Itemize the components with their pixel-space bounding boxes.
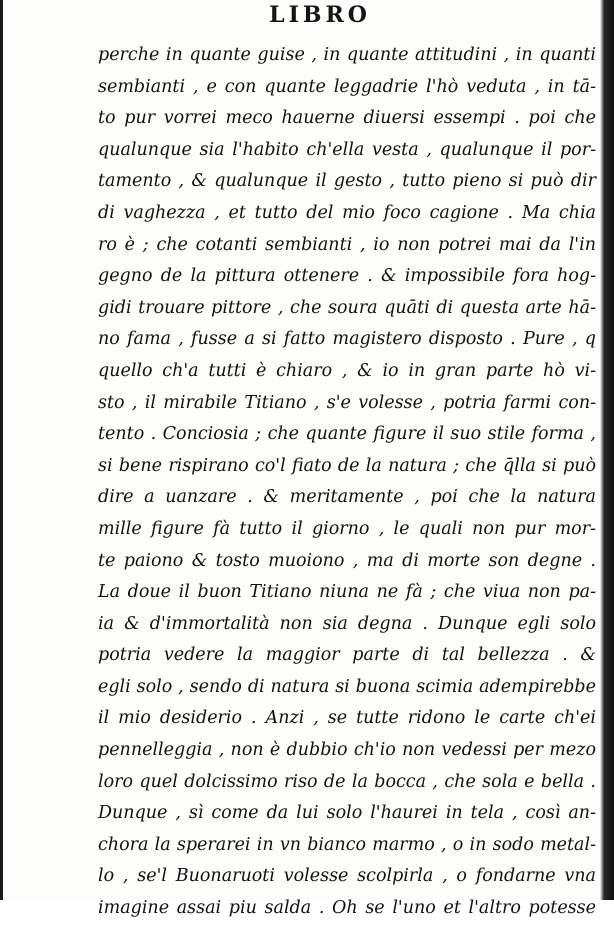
text-line: gegno de la pittura ottenere . & impossibile fora hog-	[98, 266, 596, 287]
text-line: ia & d'immortalità non sia degna . Dunque egli solo	[98, 613, 596, 634]
text-line: ro è ; che cotanti sembianti , io non potrei mai da l'in	[98, 234, 596, 255]
text-line: dire a uanzare . & meritamente , poi che la natura	[98, 487, 596, 508]
body-text	[98, 40, 596, 925]
text-line: tamento , & qualunque il gesto , tutto pieno si può dir	[98, 171, 596, 192]
text-line: quello ch'a tutti è chiaro , & io in gran parte hò vi-	[98, 360, 596, 381]
text-line: mille figure fà tutto il giorno , le quali non pur mor-	[98, 518, 596, 539]
page-edge-left	[0, 0, 3, 900]
text-line: sembianti , e con quante leggadrie l'hò veduta , in tā-	[98, 76, 596, 97]
text-line: tento . Conciosia ; che quante figure il suo stile forma ,	[98, 424, 596, 445]
text-line: chora la sperarei in vn bianco marmo , o in sodo metal-	[98, 834, 596, 855]
text-line: si bene rispirano co'l fiato de la natura ; che q̄lla si può	[98, 455, 596, 476]
page-edge-right	[600, 0, 614, 900]
text-line: lo , se'l Buonaruoti volesse scolpirla , o fondarne vna	[98, 866, 596, 887]
text-line: loro quel dolcissimo riso de la bocca , che sola e bella .	[98, 771, 596, 792]
text-line: il mio desiderio . Anzi , se tutte ridono le carte ch'ei	[98, 708, 596, 729]
text-line: imagine assai piu salda . Oh se l'uno et l'altro potesse	[98, 898, 596, 919]
text-line: te paiono & tosto muoiono , ma di morte son degne .	[98, 550, 596, 571]
text-line: egli solo , sendo di natura si buona scimia adempirebbe	[98, 676, 596, 697]
text-line: perche in quante guise , in quante attitudini , in quanti	[98, 45, 596, 65]
text-line: to pur vorrei meco hauerne diuersi essempi . poi che	[98, 108, 596, 129]
text-line: di vaghezza , et tutto del mio foco cagione . Ma chia	[98, 202, 596, 223]
text-line: pennelleggia , non è dubbio ch'io non vedessi per mezo	[98, 740, 596, 761]
text-line: no fama , fusse a si fatto magistero disposto . Pure , q	[98, 329, 596, 350]
text-line: potria vedere la maggior parte di tal bellezza . &	[98, 645, 596, 666]
text-line: sto , il mirabile Titiano , s'e volesse , potria farmi con-	[98, 392, 596, 413]
text-line: La doue il buon Titiano niuna ne fà ; che viua non pa-	[98, 582, 596, 603]
text-line: Dunque , sì come da lui solo l'haurei in tela , così an-	[98, 803, 596, 824]
text-line: qualunque sia l'habito ch'ella vesta , qualunque il por-	[98, 139, 596, 160]
running-head: LIBRO	[269, 2, 371, 28]
text-line: gidi trouare pittore , che soura quāti di questa arte hā-	[98, 297, 596, 318]
